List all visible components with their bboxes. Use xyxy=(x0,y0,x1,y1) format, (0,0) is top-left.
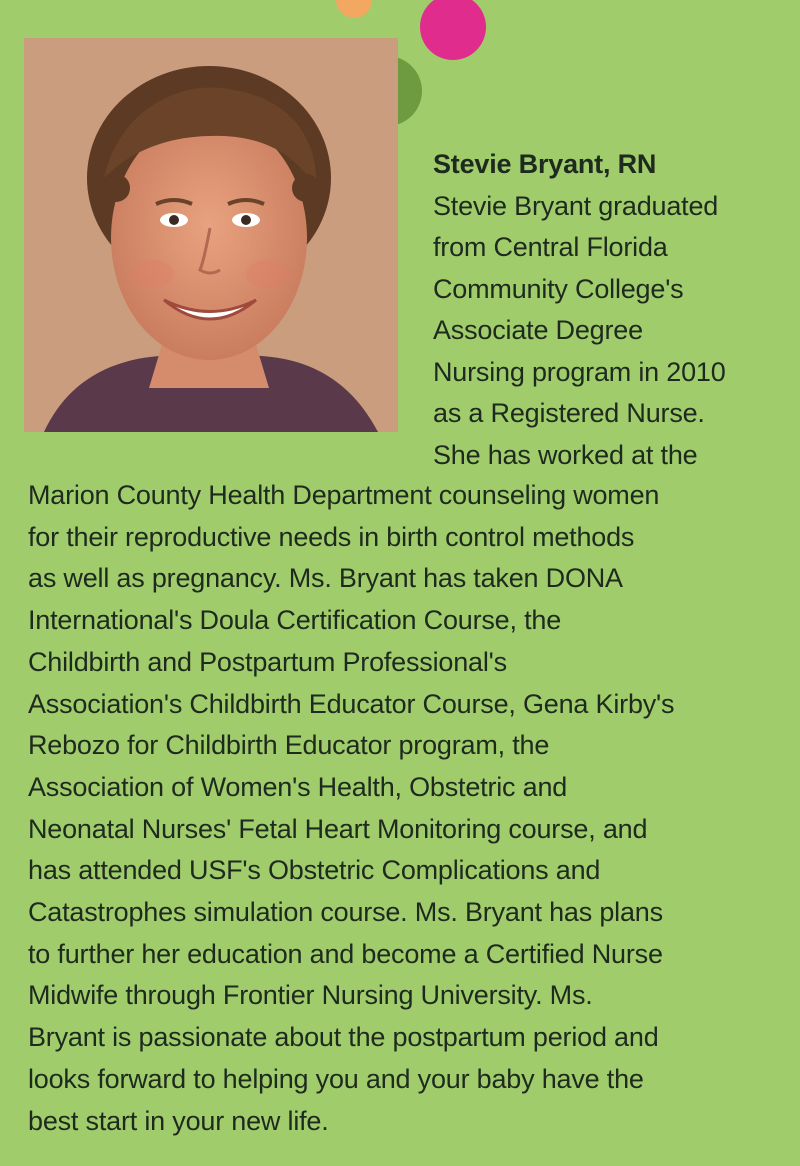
bio-paragraph-bottom: Marion County Health Department counseling women for their reproductive needs in birth control methods as well as pregnancy. Ms. Bryant has taken DONA International's Doula Certification Course, the Childbirth and Postpartum Professional's Association's Childbirth Educator Course, Gena Kirby's Rebozo for Childbirth Educator program, the Association of Women's Health, Obstetric and Neonatal Nurses' Fetal Heart Monitoring course, and has attended USF's Obstetric Complications and Catastrophes simulation course. Ms. Bryant has plans to further her education and become a Certified Nurse Midwife through Frontier Nursing University. Ms. Bryant is passionate about the postpartum period and looks forward to helping you and your baby have the best start in your new life. xyxy=(28,480,675,1136)
bio-bottom-block xyxy=(28,475,788,1142)
portrait-illustration xyxy=(24,38,398,432)
bio-top-block xyxy=(433,144,789,476)
person-name: Stevie Bryant, RN xyxy=(433,149,657,179)
profile-photo xyxy=(24,38,398,432)
bio-paragraph-top: Stevie Bryant graduated from Central Florida Community College's Associate Degree Nursing program in 2010 as a Registered Nurse. She has worked at the xyxy=(433,190,726,470)
decorative-orange-dot xyxy=(336,0,372,18)
decorative-pink-dot xyxy=(420,0,486,60)
